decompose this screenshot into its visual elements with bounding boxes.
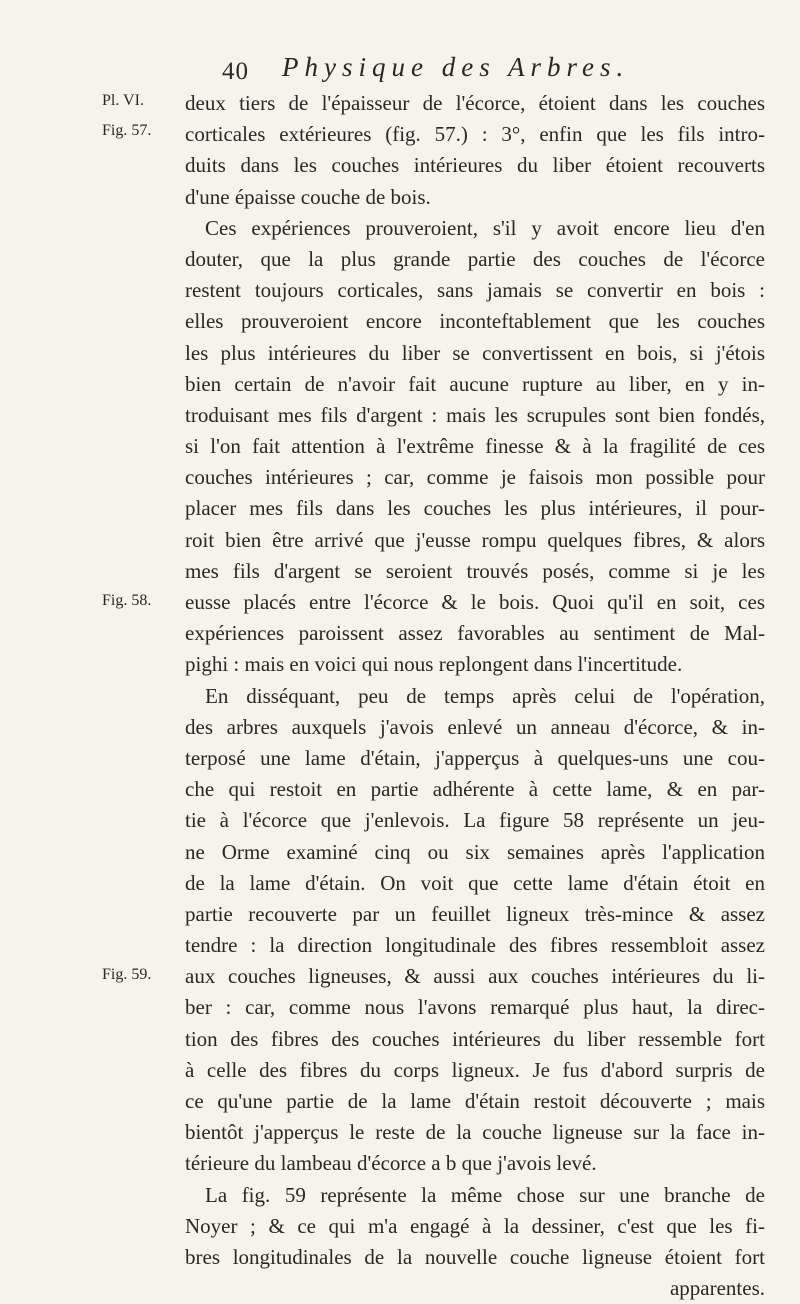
text-line: duits dans les couches intérieures du liber étoient recouverts (185, 153, 765, 178)
text-line: expériences paroissent assez favorables au sentiment de Mal- (185, 621, 765, 646)
text-line: pighi : mais en voici qui nous replongent dans l'incertitude. (185, 652, 683, 677)
body-text (185, 88, 765, 1304)
text-line: bres longitudinales de la nouvelle couche ligneuse étoient fort (185, 1244, 765, 1269)
page-number: 40 (222, 58, 249, 85)
text-line: Noyer ; & ce qui m'a engagé à la dessiner, c'est que les fi- (185, 1213, 765, 1238)
text-line: bientôt j'apperçus le reste de la couche ligneuse sur la face in- (185, 1120, 765, 1145)
text-line: térieure du lambeau d'écorce a b que j'avois levé. (185, 1151, 597, 1176)
text-line: eusse placés entre l'écorce & le bois. Quoi qu'il en soit, ces (185, 590, 765, 614)
text-line: d'une épaisse couche de bois. (185, 184, 431, 209)
text-line: corticales extérieures (fig. 57.) : 3°, enfin que les fils intro- (185, 122, 765, 147)
text-line: placer mes fils dans les couches les plus intérieures, il pour- (185, 496, 765, 521)
text-line: En disséquant, peu de temps après celui de l'opération, (205, 683, 765, 708)
text-line: partie recouverte par un feuillet ligneux très-mince & assez (185, 901, 765, 926)
margin-note-fig-57: Fig. 57. (102, 122, 152, 139)
text-line: deux tiers de l'épaisseur de l'écorce, étoient dans les couches (185, 91, 765, 115)
text-line: roit bien être arrivé que j'eusse rompu quelques fibres, & alors (185, 527, 765, 552)
text-line: terposé une lame d'étain, j'apperçus à quelques-uns une cou- (185, 745, 765, 770)
text-line: ce qu'une partie de la lame d'étain restoit découverte ; mais (185, 1089, 765, 1113)
text-line: des arbres auxquels j'avois enlevé un anneau d'écorce, & in- (185, 714, 765, 739)
text-line: à celle des fibres du corps ligneux. Je fus d'abord surpris de (185, 1057, 765, 1082)
text-line: ne Orme examiné cinq ou six semaines après l'application (185, 839, 765, 864)
text-line: tion des fibres des couches intérieures du liber ressemble fort (185, 1026, 765, 1051)
text-line: troduisant mes fils d'argent : mais les scrupules sont bien fondés, (185, 402, 765, 427)
text-line: mes fils d'argent se seroient trouvés posés, comme si je les (185, 558, 765, 583)
text-line: couches intérieures ; car, comme je faisois mon possible pour (185, 465, 765, 490)
text-line: che qui restoit en partie adhérente à cette lame, & en par- (185, 777, 765, 802)
margin-note-fig-59: Fig. 59. (102, 966, 152, 983)
text-line: restent toujours corticales, sans jamais se convertir en bois : (185, 278, 765, 303)
text-line: tie à l'écorce que j'enlevois. La figure 58 représente un jeu- (185, 808, 765, 833)
text-line: apparentes. (669, 1276, 765, 1301)
text-line: bien certain de n'avoir fait aucune rupture au liber, en y in- (185, 371, 765, 396)
running-head: Physique des Arbres. (282, 52, 630, 82)
text-line: elles prouveroient encore inconteftablement que les couches (185, 309, 765, 334)
text-line: les plus intérieures du liber se convertissent en bois, si j'étois (185, 340, 765, 365)
text-line: La fig. 59 représente la même chose sur une branche de (205, 1182, 765, 1207)
text-line: Ces expériences prouveroient, s'il y avoit encore lieu d'en (205, 215, 765, 240)
text-line: tendre : la direction longitudinale des fibres ressembloit assez (185, 933, 765, 958)
text-line: de la lame d'étain. On voit que cette lame d'étain étoit en (185, 870, 765, 895)
page-header (0, 52, 800, 92)
text-line: si l'on fait attention à l'extrême finesse & à la fragilité de ces (185, 434, 765, 459)
margin-note-fig-58: Fig. 58. (102, 592, 152, 609)
margin-note-plate: Pl. VI. (102, 92, 144, 109)
text-line: aux couches ligneuses, & aussi aux couches intérieures du li- (185, 964, 765, 989)
text-line: douter, que la plus grande partie des couches de l'écorce (185, 246, 765, 271)
text-line: ber : car, comme nous l'avons remarqué plus haut, la direc- (185, 995, 765, 1020)
